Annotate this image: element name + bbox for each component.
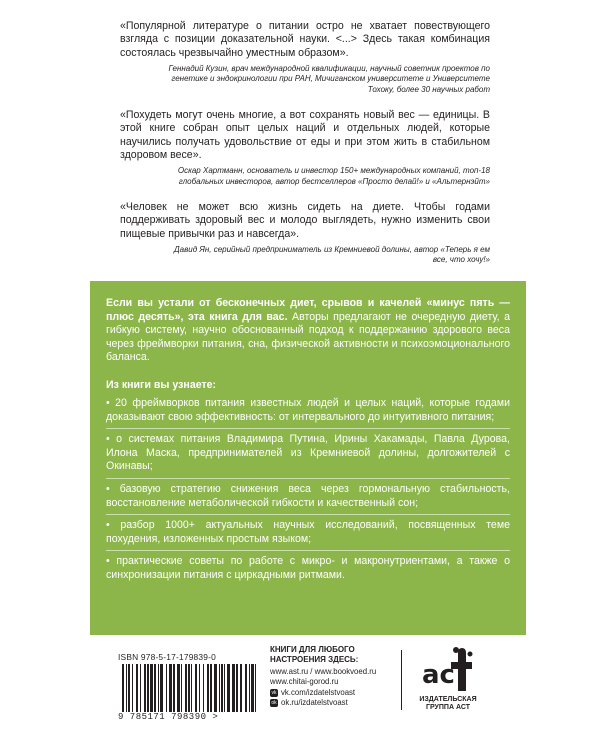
- link-vk[interactable]: [270, 688, 400, 698]
- intro-paragraph: [106, 297, 510, 365]
- info-links: [270, 667, 400, 708]
- description-panel: [90, 281, 526, 635]
- quote-author: Оскар Хартманн, основатель и инвестор 150+ международных компаний, топ-18 глобальных инвесторов, автор бестселлеров «Просто делай!» и «Альтернэйт»: [177, 166, 490, 186]
- quote-text: «Популярной литературе о питании остро не хватает повествующего взгляда с позиции доказательной науки. <...> Здесь такая комбинация состоялась чрезвычайно уместным образом».: [120, 20, 490, 59]
- quote-hartmann: [120, 109, 490, 187]
- quote-text: «Человек не может всю жизнь сидеть на диете. Чтобы годами поддерживать здоровый вес и молодо выглядеть, нужно изменить свои пищевые привычки раз и навсегда».: [120, 201, 490, 240]
- intro-rest: Авторы предлагают не очередную диету, а гибкую систему, научно обоснованный подход к поддержанию здорового веса через фреймворки питания, сна, физической активности и психоэмоционального баланса.: [106, 310, 510, 364]
- link-chitai-gorod[interactable]: [270, 677, 400, 687]
- quote-author: Геннадий Кузин, врач международной квалификации, научный советник проектов по генетике и эндокринологии при РАН, Мичиганском университете и Университете Тохоку, более 30 научных работ: [168, 63, 490, 94]
- quote-text: «Похудеть могут очень многие, а вот сохранять новый вес — единицы. В этой книге собран опыт целых наций и отдельных людей, которые научились получать удовольствие от еды и при этом жить в стабильном здоровом весе».: [120, 109, 490, 161]
- endorsements: [120, 20, 490, 280]
- logo-caption-line: ИЗДАТЕЛЬСКАЯ: [419, 696, 477, 703]
- link-text[interactable]: www.ast.ru / www.bookvoed.ru: [270, 667, 377, 677]
- ast-logo-icon: [420, 645, 476, 695]
- link-ast-bookvoed[interactable]: [270, 667, 400, 677]
- link-text[interactable]: vk.com/izdatelstvoast: [281, 687, 356, 697]
- link-ok[interactable]: [270, 698, 400, 708]
- bullet-item: • 20 фреймворков питания известных людей и целых наций, которые годами доказывают свою эффективность: от интервального до интуитивного питания;: [106, 397, 510, 429]
- quote-yan: [120, 201, 490, 266]
- info-title: [270, 645, 400, 664]
- link-text[interactable]: www.chitai-gorod.ru: [270, 677, 339, 687]
- store-info: [270, 645, 400, 708]
- divider: [401, 650, 402, 710]
- logo-caption-line: ГРУППА АСТ: [426, 704, 470, 712]
- quote-kuzin: [120, 20, 490, 95]
- logo-mark: ac: [422, 660, 455, 690]
- vk-icon: vk: [271, 689, 277, 696]
- bullet-item: • разбор 1000+ актуальных научных исследований, посвященных теме похудения, изложенных простым языком;: [106, 519, 510, 551]
- bullet-item: • базовую стратегию снижения веса через гормональную стабильность, восстановление метаболической гибкости и качественный сон;: [106, 483, 510, 515]
- isbn-block: [118, 652, 262, 724]
- info-title-line: КНИГИ ДЛЯ ЛЮБОГО: [270, 645, 355, 654]
- barcode-digits: 9 785171 798390 >: [118, 712, 219, 722]
- link-text[interactable]: ok.ru/izdatelstvoast: [281, 697, 348, 707]
- ok-icon: ok: [271, 699, 277, 706]
- intro-bold: Если вы устали от бесконечных диет, срывов и качелей «минус пять — плюс десять», эта книга для вас.: [106, 297, 510, 323]
- learn-heading: Из книги вы узнаете:: [106, 378, 217, 391]
- info-title-line: НАСТРОЕНИЯ ЗДЕСЬ:: [270, 654, 359, 664]
- bullet-item: • о системах питания Владимира Путина, Ирины Хакамады, Павла Дурова, Илона Маска, предпринимателей из Кремниевой долины, долгожителей с Окинавы;: [106, 433, 510, 479]
- quote-author: Давид Ян, серийный предприниматель из Кремниевой долины, автор «Теперь я ем все, что хочу!»: [174, 245, 490, 265]
- isbn-text: ISBN 978-5-17-179839-0: [118, 652, 216, 662]
- bullet-item: • практические советы по работе с микро- и макронутриентами, а также о синхронизации питания с циркадными ритмами.: [106, 555, 510, 581]
- publisher-logo: [410, 645, 486, 713]
- bullet-list: [106, 397, 510, 587]
- logo-caption: [410, 696, 486, 713]
